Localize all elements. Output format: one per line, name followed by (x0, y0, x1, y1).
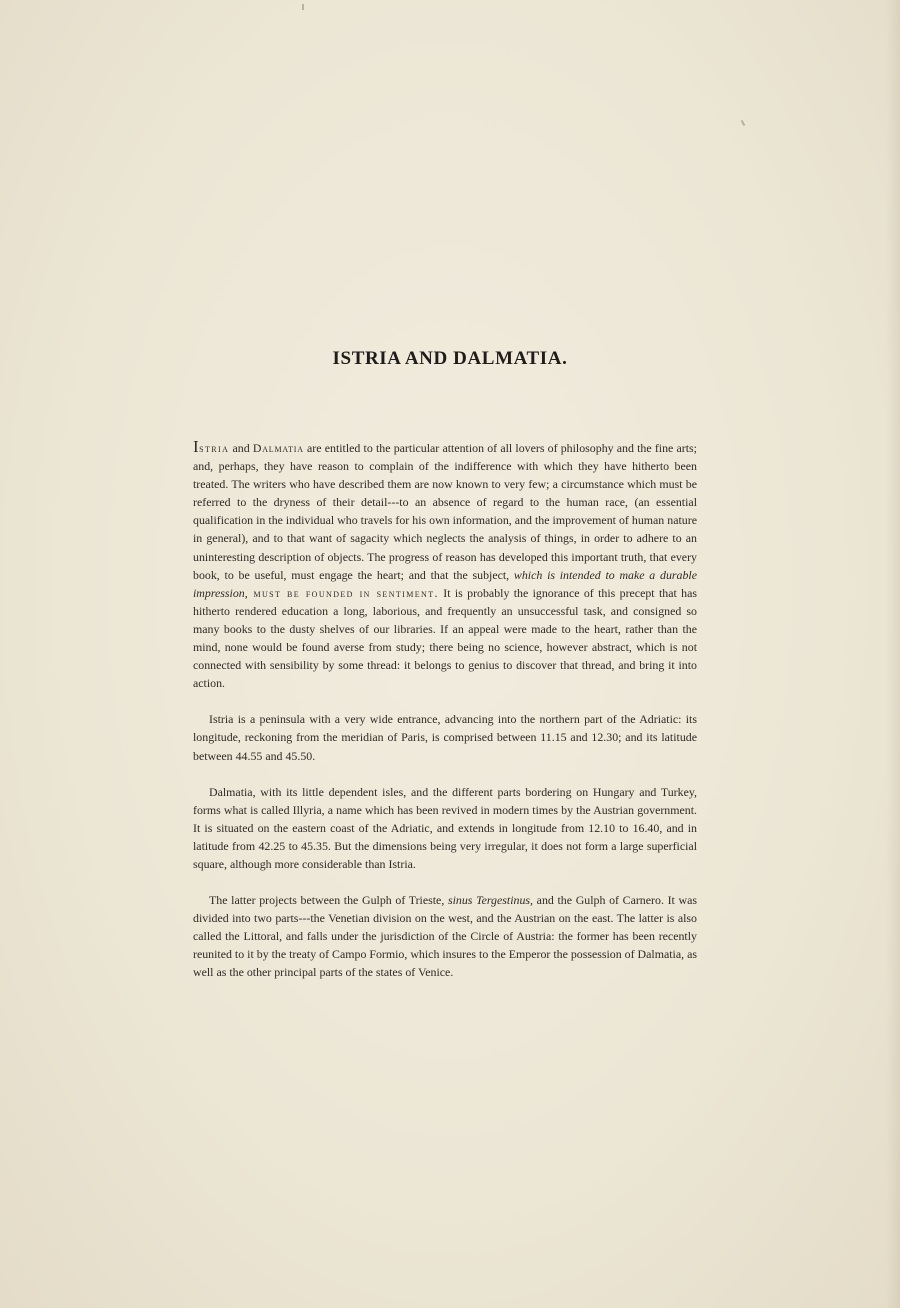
article-body (193, 438, 697, 1000)
lead-conjunction: and (229, 441, 253, 455)
lead-word-istria: stria (199, 441, 230, 455)
paragraph-dalmatia: Dalmatia, with its little dependent isles, and the different parts bordering on Hungary and Turkey, forms what is called Illyria, a name which has been revived in modern times by the Austrian government. It is situated on the eastern coast of the Adriatic, and extends in longitude from 12.10 to 16.40, and in latitude from 42.25 to 45.35. But the dimensions being very irregular, it does not form a large superficial square, although more considerable than Istria. (193, 784, 697, 871)
paragraph-intro (193, 438, 697, 692)
paragraph-istria: Istria is a peninsula with a very wide entrance, advancing into the northern part of the Adriatic: its longitude, reckoning from the meridian of Paris, is comprised between 11.15 and 12.30; and its latitude between 44.55 and 45.50. (193, 712, 697, 763)
page-edge-shadow (886, 0, 900, 1308)
smallcaps-phrase: must be founded in sentiment. (247, 585, 439, 600)
paragraph-trieste (193, 891, 697, 981)
page-title: ISTRIA AND DALMATIA. (332, 348, 568, 369)
paragraph-text: The latter projects between the Gulph of Trieste, (209, 893, 448, 908)
drop-cap: I (193, 437, 200, 456)
paragraph-text: It is probably the ignorance of this precept that has hitherto rendered education a long, laborious, and frequently an unsuccessful task, and consigned so many books to the dusty shelves of our libraries. If an appeal were made to the heart, rather than the mind, none would be found averse from study; there being no science, however abstract, which is not connected with sensibility by some thread: it belongs to genius to discover that thread, and bring it into action. (193, 585, 697, 691)
italic-phrase: sinus Tergestinus, (447, 893, 534, 908)
paper-speck (741, 120, 746, 126)
paper-speck (302, 4, 304, 10)
paragraph-text: and the Gulph of Carnero. It was divided into two parts---the Venetian division on the west, and the Austrian on the east. The latter is also called the Littoral, and falls under the jurisdiction of the Circle of Austria: the former has been recently reunited to it by the treaty of Campo Formio, which insures to the Emperor the possession of Dalmatia, as well as the other principal parts of the states of Venice. (193, 893, 697, 980)
lead-word-dalmatia: Dalmatia (252, 441, 304, 455)
paragraph-text: are entitled to the particular attention of all lovers of philosophy and the fine arts; and, perhaps, they have reason to complain of the indifference with which they have hitherto been treated. The writers who have described them are now known to very few; a circumstance which must be referred to the dryness of their detail---to an absence of regard to the human race, (an essential qualification in the individual who travels for his own information, and the improvement of human nature in general), and to that want of sagacity which neglects the analysis of things, in order to adhere to an uninteresting description of objects. The progress of reason has developed this important truth, that every book, to be useful, must engage the heart; and that the subject, (193, 441, 697, 582)
italic-phrase: which is intended to make a durable impression, (193, 567, 697, 600)
